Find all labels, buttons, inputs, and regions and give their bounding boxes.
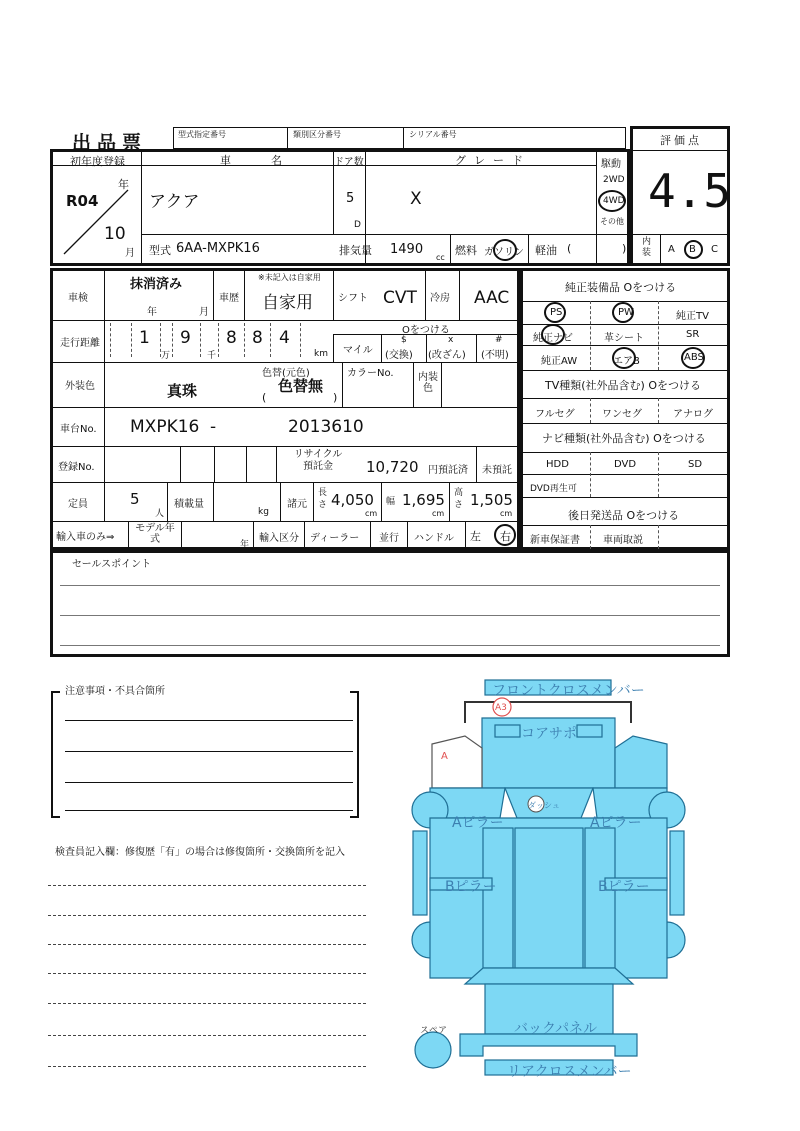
option-pw: PW [618, 307, 634, 318]
chassis-number: 2013610 [288, 417, 364, 437]
length-label: 長さ [318, 488, 328, 510]
rating-value: 4.5 [648, 164, 732, 218]
shift-value: CVT [383, 288, 417, 308]
fuel-label: 燃料 [455, 244, 477, 257]
drive-4wd-circle [598, 190, 626, 212]
interior-b: B [689, 244, 696, 255]
doors-label: ドア数 [334, 157, 364, 168]
year-unit: 年 [118, 178, 129, 191]
mileage-digit-3: 8 [226, 328, 237, 348]
width-value: 1,695 [402, 491, 445, 509]
inspection-value: 抹消済み [130, 277, 183, 292]
history-value: 自家用 [262, 293, 313, 313]
mileage-circle-note: Oをつける [402, 325, 450, 336]
capacity-value: 5 [130, 490, 140, 508]
inspection-month: 月 [199, 307, 209, 318]
load-unit: kg [258, 507, 269, 517]
length-unit: cm [365, 509, 378, 518]
recycle-value: 10,720 [366, 458, 419, 476]
later-manual: 車両取説 [603, 535, 643, 546]
exterior-label: 外装色 [65, 381, 95, 392]
sales-point-box [50, 550, 730, 657]
first-reg-label: 初年度登録 [70, 155, 125, 168]
type-approval-label: 型式指定番号 [178, 130, 226, 139]
mileage-digit-5: 4 [279, 328, 290, 348]
repaint-value: 色替無 [278, 377, 324, 395]
shift-label: シフト [338, 293, 368, 304]
core-support-label: コアサポ [521, 726, 577, 742]
tv-fullseg: フルセグ [535, 409, 575, 420]
chassis-dash: - [210, 417, 217, 437]
later-label: 後日発送品 Oをつける [568, 509, 680, 522]
a-pillar-left-label: Aピラー [452, 815, 504, 831]
back-panel-label: バックパネル [514, 1021, 598, 1037]
recycle-label: リサイクル預託金 [293, 449, 343, 472]
model-year-label: モデル年式 [135, 523, 175, 545]
reg-no-label: 登録No. [58, 462, 95, 473]
handle-left: 左 [470, 530, 481, 543]
drive-2wd: 2WD [603, 175, 625, 185]
mileage-unknown-sym: # [495, 335, 503, 345]
mileage-altered-sym: x [448, 335, 454, 345]
a-pillar-right-label: Aピラー [590, 815, 642, 831]
handle-right-circle [494, 524, 516, 546]
genuine-label: 純正装備品 Oをつける [565, 281, 677, 294]
option-airbag-circle [612, 347, 636, 369]
displacement-unit: cc [436, 253, 445, 262]
car-name-label: 車名 [220, 154, 322, 167]
option-abs: ABS [684, 352, 704, 363]
first-reg-month: 10 [104, 224, 126, 244]
option-abs-circle [681, 347, 705, 369]
handle-right: 右 [500, 530, 511, 543]
mileage-digit-2: 9 [180, 328, 191, 348]
doors-value: 5 [346, 191, 355, 206]
navi-dvd: DVD [614, 459, 637, 470]
interior-label: 内装 [642, 237, 652, 258]
width-unit: cm [432, 509, 445, 518]
inspection-year: 年 [147, 307, 157, 318]
option-navi: 純正ナビ [533, 333, 573, 344]
mileage-digit-4: 8 [252, 328, 263, 348]
import-parallel: 並行 [379, 533, 399, 544]
dims-label: 諸元 [287, 499, 307, 510]
grade-value: X [410, 189, 422, 209]
drive-other: その他 [600, 217, 624, 226]
model-label: 型式 [149, 244, 171, 257]
mileage-label: 走行距離 [60, 338, 100, 349]
history-label: 車歴 [219, 293, 239, 304]
interior-b-circle [684, 240, 703, 259]
mileage-digit-1: 1 [139, 328, 150, 348]
rating-label: 評価点 [660, 134, 702, 147]
tv-label: TV種類(社外品含む) Oをつける [545, 379, 701, 392]
option-tv: 純正TV [676, 311, 709, 322]
b-pillar-left-label: Bピラー [445, 879, 497, 895]
tv-analog: アナログ [673, 409, 713, 420]
option-sr: SR [686, 329, 700, 340]
fuel-paren-open: ( [567, 242, 572, 255]
displacement-label: 排気量 [339, 244, 372, 257]
interior-a: A [668, 244, 675, 255]
handle-label: ハンドル [414, 533, 454, 544]
interior-color-label: 内装色 [418, 372, 438, 394]
mileage-exchange: (交換) [385, 350, 413, 361]
spare-label: スペア [420, 1026, 448, 1036]
fuel-gasoline-circle [493, 239, 517, 261]
navi-sd: SD [688, 459, 703, 470]
tv-oneseg: ワンセグ [602, 409, 642, 420]
month-unit: 月 [125, 248, 135, 259]
height-value: 1,505 [470, 491, 513, 509]
notes-bracket [50, 690, 370, 829]
recycle-unit: 円預託済 [428, 465, 468, 476]
import-label: 輸入車のみ⇒ [56, 532, 115, 543]
height-label: 高さ [454, 488, 464, 510]
inspector-label: 検査員記入欄：修復歴「有」の場合は修復箇所・交換箇所を記入 [55, 847, 345, 858]
mileage-sen: 千 [207, 351, 217, 361]
inspection-label: 車検 [68, 293, 88, 304]
dash-label: ダッシュ [528, 801, 560, 810]
grade-label: グレード [455, 154, 531, 167]
damage-mark-a: A [441, 751, 448, 762]
mileage-mile: マイル [343, 345, 373, 356]
option-navi-circle [541, 324, 565, 345]
repaint-paren-open: ( [262, 391, 267, 404]
sales-point-label: セールスポイント [72, 559, 152, 570]
mileage-man: 万 [161, 351, 171, 361]
height-unit: cm [500, 509, 513, 518]
drive-4wd: 4WD [603, 196, 625, 206]
load-label: 積載量 [174, 499, 204, 510]
navi-hdd: HDD [546, 459, 569, 470]
model-year-unit: 年 [240, 540, 250, 550]
model-value: 6AA-MXPK16 [176, 241, 260, 256]
option-aw: 純正AW [541, 356, 578, 367]
later-warranty: 新車保証書 [530, 535, 580, 546]
chassis-label: 車台No. [60, 424, 97, 435]
displacement-value: 1490 [390, 242, 424, 257]
spare-tire-shape [415, 1032, 451, 1068]
category-no-label: 類別区分番号 [293, 130, 341, 139]
doors-unit: D [354, 220, 361, 230]
serial-no-label: シリアル番号 [409, 130, 457, 139]
dvd-playable: DVD再生可 [530, 484, 577, 494]
b-pillar-right-label: Bピラー [598, 879, 650, 895]
interior-c: C [711, 244, 718, 255]
capacity-unit: 人 [155, 509, 165, 519]
fuel-paren-close: ) [622, 242, 627, 255]
front-cross-member-label: フロントクロスメンバー [492, 683, 645, 699]
navi-label: ナビ種類(社外品含む) Oをつける [542, 432, 706, 445]
exterior-value: 真珠 [167, 382, 198, 400]
history-note: ※未記入は自家用 [258, 273, 321, 282]
option-leather: 革シート [604, 333, 644, 344]
id-strip [173, 127, 626, 149]
color-no-label: カラーNo. [347, 368, 394, 379]
car-name-value: アクア [149, 192, 200, 212]
length-value: 4,050 [331, 491, 374, 509]
mileage-altered: (改ざん) [428, 350, 466, 361]
capacity-label: 定員 [68, 499, 88, 510]
import-dealer: ディーラー [310, 533, 360, 544]
option-airbag: エアB [613, 356, 640, 367]
fuel-gasoline: ガソリン [484, 247, 524, 258]
repaint-label: 色替(元色) [262, 368, 310, 379]
option-pw-circle [612, 302, 634, 323]
chassis-prefix: MXPK16 [130, 417, 200, 437]
mileage-km: km [314, 349, 328, 359]
option-ps-circle [544, 302, 566, 323]
mileage-unknown: (不明) [481, 350, 509, 361]
repaint-paren-close: ) [333, 391, 338, 404]
form-title: 出品票 [72, 132, 148, 154]
import-type-label: 輸入区分 [259, 533, 299, 544]
damage-code-a3: A3 [495, 703, 507, 713]
ac-label: 冷房 [430, 293, 450, 304]
recycle-unpaid: 未預託 [482, 465, 512, 476]
notes-label: 注意事項・不具合箇所 [62, 682, 168, 697]
ac-value: AAC [474, 288, 510, 308]
option-ps: PS [550, 307, 563, 318]
first-reg-era: R04 [66, 192, 99, 210]
width-label: 幅 [386, 497, 396, 507]
rear-cross-member-label: リアクロスメンバー [507, 1064, 632, 1080]
drive-label: 駆動 [601, 159, 621, 170]
mileage-exchange-sym: $ [401, 335, 407, 345]
fuel-diesel: 軽油 [535, 244, 557, 257]
